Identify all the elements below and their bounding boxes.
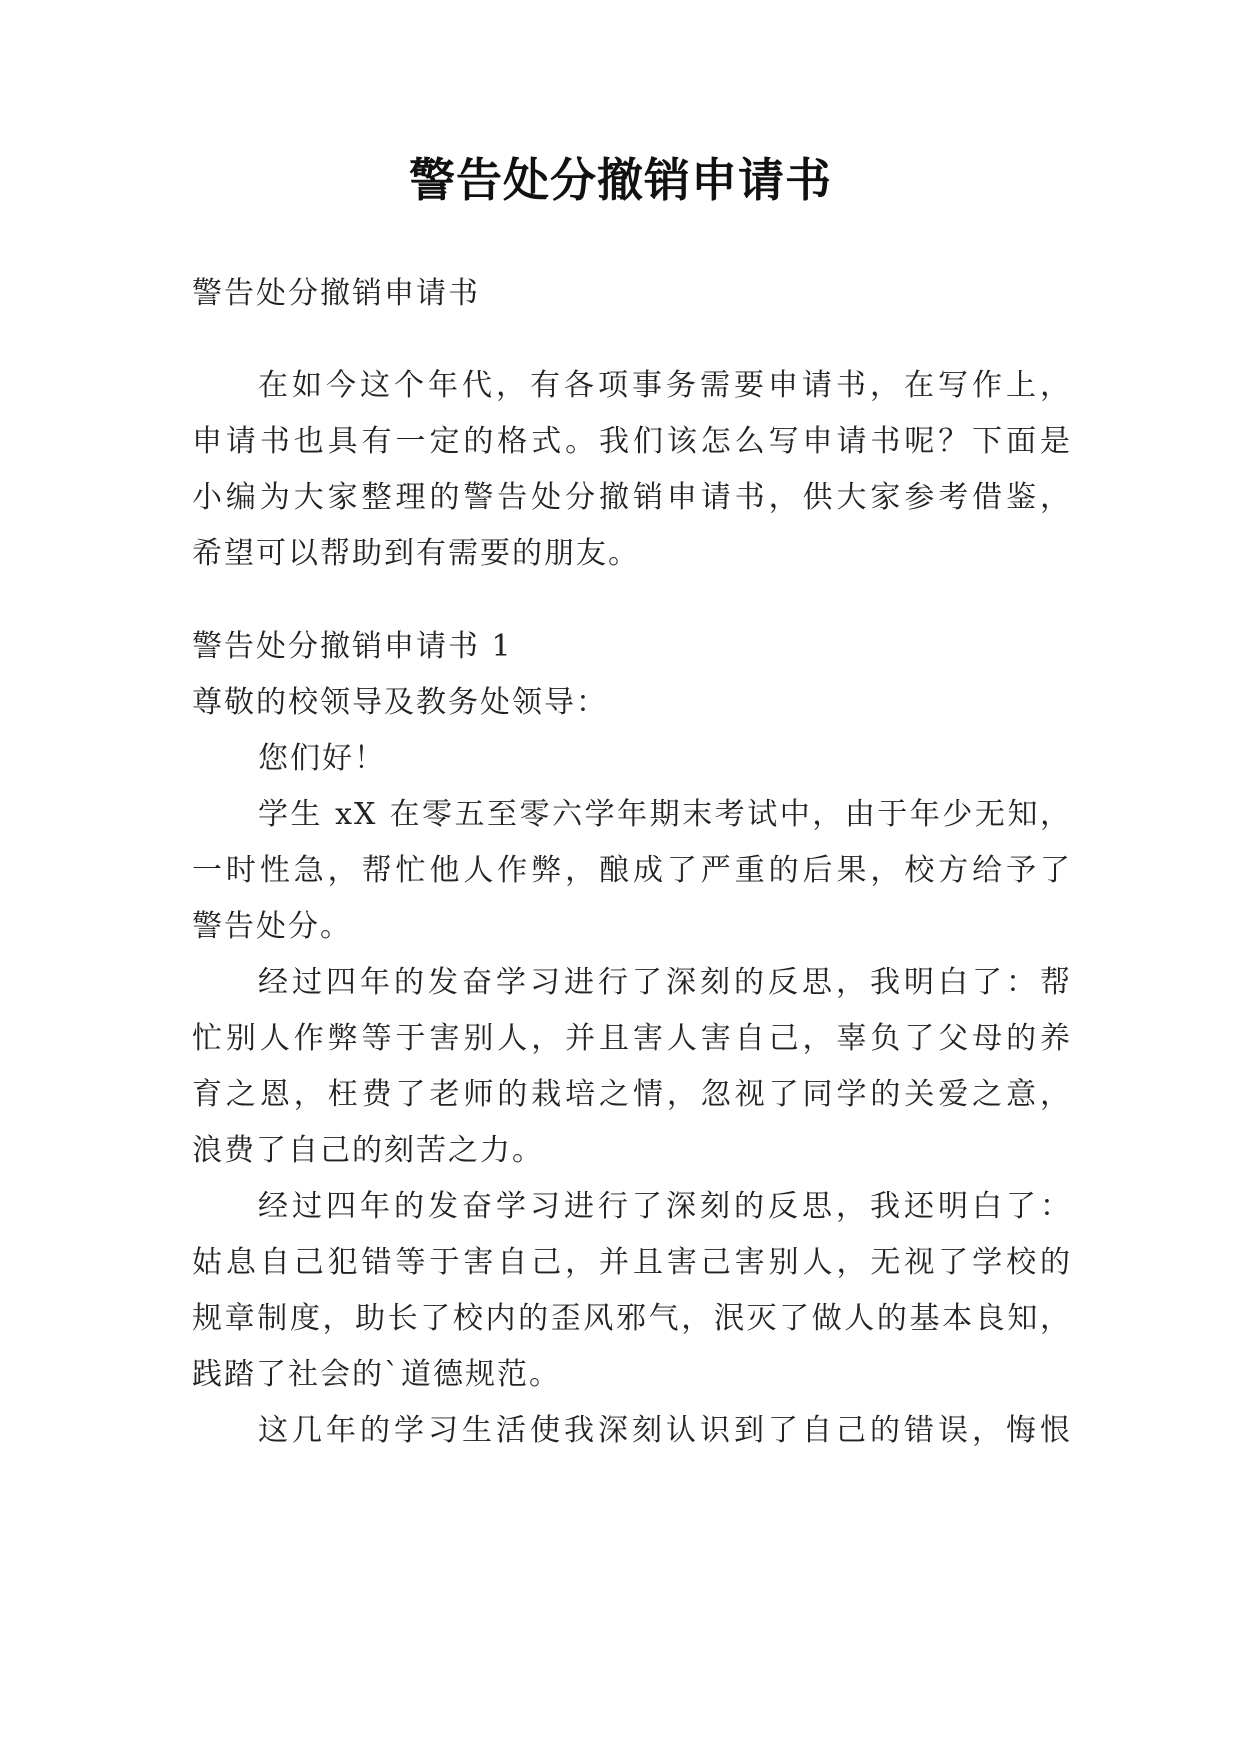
document-subtitle: 警告处分撤销申请书 <box>192 276 480 311</box>
intro-line: 希望可以帮助到有需要的朋友。 <box>192 536 640 571</box>
section-title: 警告处分撤销申请书 1 <box>192 629 513 664</box>
intro-line: 申请书也具有一定的格式。我们该怎么写申请书呢？下面是 <box>192 424 1072 459</box>
intro-line: 在如今这个年代，有各项事务需要申请书，在写作上， <box>258 368 1072 403</box>
document-title: 警告处分撤销申请书 <box>409 153 832 207</box>
paragraph-line: 规章制度，助长了校内的歪风邪气，泯灭了做人的基本良知， <box>192 1301 1072 1336</box>
greeting: 您们好！ <box>258 741 386 776</box>
paragraph-line: 这几年的学习生活使我深刻认识到了自己的错误，悔恨 <box>258 1413 1072 1448</box>
paragraph-line: 姑息自己犯错等于害自己，并且害己害别人，无视了学校的 <box>192 1245 1072 1280</box>
paragraph-line: 经过四年的发奋学习进行了深刻的反思，我明白了：帮 <box>258 965 1072 1000</box>
paragraph-line: 践踏了社会的`道德规范。 <box>192 1357 561 1392</box>
paragraph-line: 一时性急，帮忙他人作弊，酿成了严重的后果，校方给予了 <box>192 853 1072 888</box>
paragraph-line: 育之恩，枉费了老师的栽培之情，忽视了同学的关爱之意， <box>192 1077 1072 1112</box>
intro-line: 小编为大家整理的警告处分撤销申请书，供大家参考借鉴， <box>192 480 1072 515</box>
paragraph-line: 警告处分。 <box>192 909 352 944</box>
paragraph-line: 学生 xX 在零五至零六学年期末考试中，由于年少无知， <box>258 797 1072 832</box>
salutation: 尊敬的校领导及教务处领导： <box>192 685 608 720</box>
paragraph-line: 经过四年的发奋学习进行了深刻的反思，我还明白了： <box>258 1189 1072 1224</box>
paragraph-line: 浪费了自己的刻苦之力。 <box>192 1133 544 1168</box>
paragraph-line: 忙别人作弊等于害别人，并且害人害自己，辜负了父母的养 <box>192 1021 1072 1056</box>
